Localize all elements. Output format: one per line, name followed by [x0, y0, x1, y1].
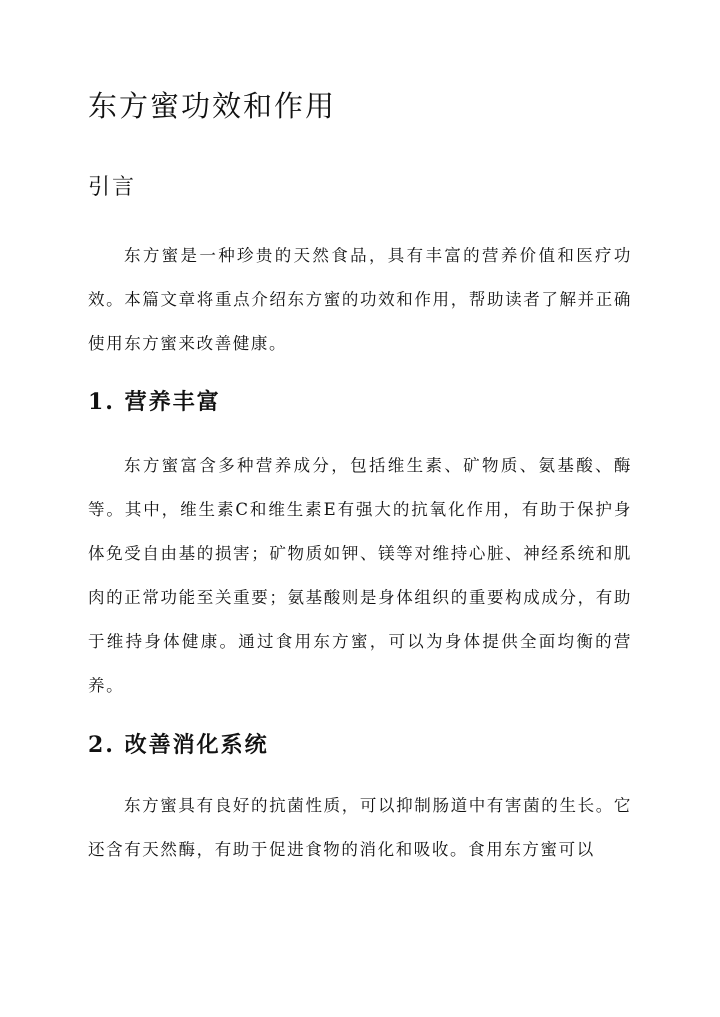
- document-title: 东方蜜功效和作用: [88, 89, 337, 123]
- section-paragraph-digestion: 东方蜜具有良好的抗菌性质，可以抑制肠道中有害菌的生长。它还含有天然酶，有助于促进食物的消化和吸收。食用东方蜜可以: [88, 796, 632, 859]
- section-paragraph-introduction: 东方蜜是一种珍贵的天然食品，具有丰富的营养价值和医疗功效。本篇文章将重点介绍东方蜜的功效和作用，帮助读者了解并正确使用东方蜜来改善健康。: [88, 246, 632, 353]
- section-paragraph-nutrition: 东方蜜富含多种营养成分，包括维生素、矿物质、氨基酸、酶等。其中，维生素C和维生素E有强大的抗氧化作用，有助于保护身体免受自由基的损害；矿物质如钾、镁等对维持心脏、神经系统和肌肉的正常功能至关重要；氨基酸则是身体组织的重要构成成分，有助于维持身体健康。通过食用东方蜜，可以为身体提供全面均衡的营养。: [88, 456, 632, 695]
- section-heading-digestion: 2. 改善消化系统: [88, 732, 269, 758]
- section-heading-introduction: 引言: [88, 175, 137, 200]
- section-heading-nutrition: 1. 营养丰富: [88, 389, 221, 415]
